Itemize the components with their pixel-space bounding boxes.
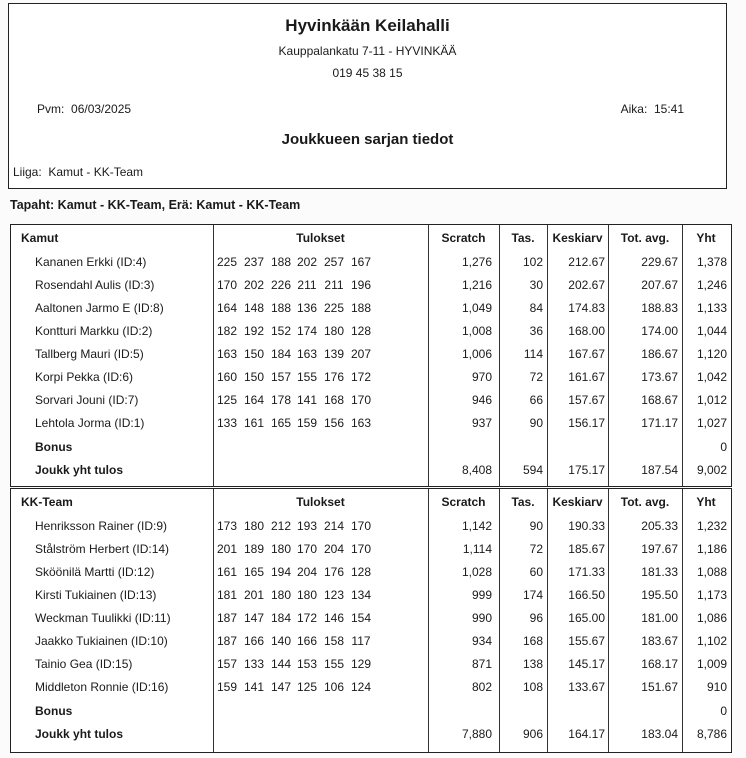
game-score: 161 (243, 416, 265, 430)
player-avg: 171.33 (568, 565, 605, 579)
team-total-tas: 906 (522, 727, 543, 741)
bonus-label: Bonus (35, 704, 73, 718)
report-header (8, 3, 727, 189)
game-score: 159 (296, 416, 318, 430)
report-title: Joukkueen sarjan tiedot (281, 131, 454, 148)
league-value: Kamut - KK-Team (48, 165, 144, 179)
player-scratch: 1,049 (461, 301, 492, 315)
player-tas: 102 (522, 255, 543, 269)
player-avg: 157.67 (568, 393, 605, 407)
game-score: 187 (216, 634, 238, 648)
col-header-scratch: Scratch (441, 495, 486, 509)
bonus-label: Bonus (35, 440, 73, 454)
game-score: 202 (296, 255, 318, 269)
player-tot-avg: 186.67 (641, 347, 678, 361)
player-scratch: 946 (471, 393, 492, 407)
game-score: 133 (243, 657, 265, 671)
player-name: Kontturi Markku (ID:2) (35, 324, 153, 338)
game-score: 214 (323, 519, 345, 533)
game-score: 172 (296, 611, 318, 625)
col-header-results: Tulokset (296, 231, 345, 245)
player-tot-avg: 205.33 (641, 519, 678, 533)
game-score: 147 (243, 611, 265, 625)
player-avg: 174.83 (568, 301, 605, 315)
player-scratch: 1,114 (462, 542, 492, 556)
game-score: 204 (323, 542, 345, 556)
player-tot-avg: 181.33 (641, 565, 678, 579)
game-score: 178 (270, 393, 292, 407)
player-tot-avg: 188.83 (641, 301, 678, 315)
player-scratch: 990 (471, 611, 492, 625)
player-total: 1,012 (696, 393, 727, 407)
player-avg: 145.17 (568, 657, 605, 671)
player-name: Jaakko Tukiainen (ID:10) (35, 634, 168, 648)
game-score: 124 (350, 680, 372, 694)
player-name: Henriksson Rainer (ID:9) (35, 519, 168, 533)
col-header-tot-avg: Tot. avg. (620, 231, 670, 245)
game-score: 155 (296, 370, 318, 384)
player-total: 1,027 (696, 416, 727, 430)
game-score: 141 (243, 680, 265, 694)
event-line: Tapaht: Kamut - KK-Team, Erä: Kamut - KK-Team (10, 198, 301, 212)
time-value: 15:41 (653, 102, 684, 116)
player-scratch: 937 (471, 416, 492, 430)
player-scratch: 1,028 (461, 565, 492, 579)
game-score: 189 (243, 542, 265, 556)
col-header-total: Yht (696, 231, 716, 245)
game-score: 173 (216, 519, 238, 533)
game-score: 155 (323, 657, 345, 671)
player-tot-avg: 173.67 (641, 370, 678, 384)
player-total: 1,246 (696, 278, 727, 292)
player-tas: 72 (529, 542, 543, 556)
team-table-kk-team (10, 488, 732, 753)
player-name: Tallberg Mauri (ID:5) (35, 347, 144, 361)
game-score: 176 (323, 565, 345, 579)
player-total: 1,086 (696, 611, 727, 625)
player-total: 1,044 (696, 324, 727, 338)
game-score: 159 (216, 680, 238, 694)
player-scratch: 934 (471, 634, 492, 648)
player-tas: 138 (522, 657, 543, 671)
player-scratch: 1,276 (461, 255, 492, 269)
game-score: 184 (270, 611, 292, 625)
player-avg: 165.00 (568, 611, 605, 625)
player-tas: 96 (529, 611, 543, 625)
game-score: 163 (296, 347, 318, 361)
game-score: 161 (216, 565, 238, 579)
player-name: Sorvari Jouni (ID:7) (35, 393, 139, 407)
player-name: Sköönilä Martti (ID:12) (35, 565, 155, 579)
game-score: 147 (270, 680, 292, 694)
player-tas: 90 (529, 519, 543, 533)
game-score: 146 (323, 611, 345, 625)
team-name: Kamut (21, 231, 59, 245)
player-avg: 190.33 (568, 519, 605, 533)
player-name: Lehtola Jorma (ID:1) (35, 416, 145, 430)
team-total-tot-avg: 187.54 (641, 463, 678, 477)
player-scratch: 999 (471, 588, 492, 602)
game-score: 226 (270, 278, 292, 292)
bonus-value: 0 (720, 704, 727, 718)
player-scratch: 802 (471, 680, 492, 694)
game-score: 125 (216, 393, 238, 407)
team-total-label: Joukk yht tulos (35, 727, 124, 741)
game-score: 148 (243, 301, 265, 315)
date-line (37, 102, 131, 116)
game-score: 165 (243, 565, 265, 579)
game-score: 188 (270, 255, 292, 269)
player-name: Kirsti Tukiainen (ID:13) (35, 588, 157, 602)
player-name: Weckman Tuulikki (ID:11) (35, 611, 171, 625)
game-score: 180 (270, 588, 292, 602)
player-tot-avg: 229.67 (641, 255, 678, 269)
player-tot-avg: 183.67 (641, 634, 678, 648)
time-line (621, 102, 684, 116)
player-avg: 166.50 (568, 588, 605, 602)
game-score: 165 (270, 416, 292, 430)
player-tot-avg: 181.00 (641, 611, 678, 625)
player-avg: 168.00 (568, 324, 605, 338)
col-header-tas: Tas. (511, 231, 535, 245)
game-score: 225 (323, 301, 345, 315)
player-tot-avg: 168.67 (641, 393, 678, 407)
game-score: 136 (296, 301, 318, 315)
team-table-kamut (10, 224, 732, 487)
col-header-scratch: Scratch (441, 231, 486, 245)
game-score: 129 (350, 657, 372, 671)
team-total-avg: 175.17 (568, 463, 605, 477)
player-tas: 168 (522, 634, 543, 648)
game-score: 187 (216, 611, 238, 625)
team-name: KK-Team (21, 495, 73, 509)
game-score: 154 (350, 611, 372, 625)
game-score: 168 (323, 393, 345, 407)
game-score: 237 (243, 255, 265, 269)
game-score: 201 (243, 588, 265, 602)
col-header-tas: Tas. (511, 495, 535, 509)
bonus-value: 0 (720, 440, 727, 454)
game-score: 204 (296, 565, 318, 579)
time-label: Aika: (620, 102, 648, 116)
player-total: 1,173 (696, 588, 727, 602)
venue-phone: 019 45 38 15 (332, 66, 403, 80)
player-name: Korpi Pekka (ID:6) (35, 370, 134, 384)
player-tot-avg: 174.00 (641, 324, 678, 338)
player-tas: 72 (529, 370, 543, 384)
player-tot-avg: 171.17 (641, 416, 678, 430)
game-score: 157 (216, 657, 238, 671)
team-total-scratch: 8,408 (461, 463, 492, 477)
game-score: 134 (350, 588, 372, 602)
game-score: 152 (270, 324, 292, 338)
player-tot-avg: 151.67 (641, 680, 678, 694)
player-avg: 155.67 (568, 634, 605, 648)
date-label: Pvm: (37, 102, 65, 116)
player-total: 1,133 (696, 301, 727, 315)
game-score: 180 (323, 324, 345, 338)
game-score: 128 (350, 565, 372, 579)
player-avg: 156.17 (568, 416, 605, 430)
player-tot-avg: 195.50 (641, 588, 678, 602)
player-total: 1,102 (696, 634, 727, 648)
game-score: 141 (296, 393, 318, 407)
game-score: 194 (270, 565, 292, 579)
player-total: 910 (706, 680, 727, 694)
game-score: 156 (323, 416, 345, 430)
player-tot-avg: 207.67 (641, 278, 678, 292)
game-score: 123 (323, 588, 345, 602)
game-score: 133 (216, 416, 238, 430)
col-header-tot-avg: Tot. avg. (620, 495, 670, 509)
game-score: 201 (216, 542, 238, 556)
player-tas: 66 (529, 393, 543, 407)
team-total-tas: 594 (522, 463, 543, 477)
game-score: 106 (323, 680, 345, 694)
game-score: 180 (243, 519, 265, 533)
player-name: Tainio Gea (ID:15) (35, 657, 133, 671)
player-total: 1,186 (696, 542, 727, 556)
player-tas: 30 (529, 278, 543, 292)
game-score: 180 (270, 542, 292, 556)
team-total-total: 9,002 (696, 463, 727, 477)
player-total: 1,378 (696, 255, 727, 269)
game-score: 150 (243, 347, 265, 361)
game-score: 196 (350, 278, 372, 292)
date-value: 06/03/2025 (71, 102, 132, 116)
player-avg: 212.67 (568, 255, 605, 269)
player-scratch: 970 (471, 370, 492, 384)
player-avg: 133.67 (568, 680, 605, 694)
game-score: 202 (243, 278, 265, 292)
team-total-label: Joukk yht tulos (35, 463, 124, 477)
game-score: 117 (351, 634, 371, 648)
game-score: 166 (243, 634, 265, 648)
game-score: 176 (323, 370, 345, 384)
game-score: 180 (296, 588, 318, 602)
player-avg: 202.67 (568, 278, 605, 292)
game-score: 164 (243, 393, 265, 407)
venue-name: Hyvinkään Keilahalli (285, 16, 450, 35)
player-avg: 161.67 (568, 370, 605, 384)
game-score: 212 (270, 519, 292, 533)
game-score: 150 (243, 370, 265, 384)
player-scratch: 1,142 (461, 519, 492, 533)
game-score: 225 (216, 255, 238, 269)
game-score: 182 (216, 324, 238, 338)
game-score: 188 (270, 301, 292, 315)
player-name: Middleton Ronnie (ID:16) (35, 680, 169, 694)
game-score: 144 (270, 657, 292, 671)
game-score: 166 (296, 634, 318, 648)
player-tas: 108 (522, 680, 543, 694)
col-header-avg: Keskiarv (552, 495, 603, 509)
player-avg: 185.67 (568, 542, 605, 556)
player-name: Stålström Herbert (ID:14) (35, 542, 170, 556)
player-name: Aaltonen Jarmo E (ID:8) (35, 301, 164, 315)
league-line (13, 165, 143, 179)
player-scratch: 1,008 (461, 324, 492, 338)
game-score: 158 (323, 634, 345, 648)
game-score: 193 (296, 519, 318, 533)
league-label: Liiga: (13, 165, 42, 179)
player-scratch: 871 (471, 657, 492, 671)
game-score: 170 (296, 542, 318, 556)
player-total: 1,120 (696, 347, 727, 361)
player-avg: 167.67 (568, 347, 605, 361)
team-total-tot-avg: 183.04 (641, 727, 678, 741)
player-tas: 84 (529, 301, 543, 315)
player-total: 1,232 (696, 519, 727, 533)
game-score: 211 (324, 278, 344, 292)
game-score: 167 (350, 255, 372, 269)
player-name: Kananen Erkki (ID:4) (35, 255, 147, 269)
player-tas: 60 (529, 565, 543, 579)
team-total-avg: 164.17 (568, 727, 605, 741)
game-score: 139 (323, 347, 345, 361)
game-score: 207 (350, 347, 372, 361)
game-score: 164 (216, 301, 238, 315)
player-tas: 174 (522, 588, 543, 602)
game-score: 257 (323, 255, 345, 269)
game-score: 170 (350, 393, 372, 407)
col-header-results: Tulokset (296, 495, 345, 509)
player-tas: 90 (529, 416, 543, 430)
player-total: 1,042 (696, 370, 727, 384)
game-score: 172 (350, 370, 372, 384)
player-name: Rosendahl Aulis (ID:3) (35, 278, 155, 292)
col-header-total: Yht (696, 495, 716, 509)
game-score: 170 (350, 519, 372, 533)
game-score: 174 (296, 324, 318, 338)
game-score: 160 (216, 370, 238, 384)
game-score: 188 (350, 301, 372, 315)
venue-address: Kauppalankatu 7-11 - HYVINKÄÄ (278, 44, 457, 58)
game-score: 211 (297, 278, 317, 292)
player-tot-avg: 168.17 (641, 657, 678, 671)
game-score: 184 (270, 347, 292, 361)
player-scratch: 1,216 (461, 278, 492, 292)
game-score: 170 (350, 542, 372, 556)
game-score: 163 (216, 347, 238, 361)
player-scratch: 1,006 (461, 347, 492, 361)
game-score: 128 (350, 324, 372, 338)
player-tot-avg: 197.67 (641, 542, 678, 556)
player-tas: 114 (523, 347, 543, 361)
game-score: 181 (216, 588, 238, 602)
team-total-total: 8,786 (696, 727, 727, 741)
game-score: 163 (350, 416, 372, 430)
game-score: 153 (296, 657, 318, 671)
game-score: 157 (270, 370, 292, 384)
game-score: 125 (296, 680, 318, 694)
col-header-avg: Keskiarv (552, 231, 603, 245)
game-score: 140 (270, 634, 292, 648)
player-total: 1,009 (696, 657, 727, 671)
player-tas: 36 (529, 324, 543, 338)
player-total: 1,088 (696, 565, 727, 579)
game-score: 170 (216, 278, 238, 292)
team-total-scratch: 7,880 (461, 727, 492, 741)
game-score: 192 (243, 324, 265, 338)
